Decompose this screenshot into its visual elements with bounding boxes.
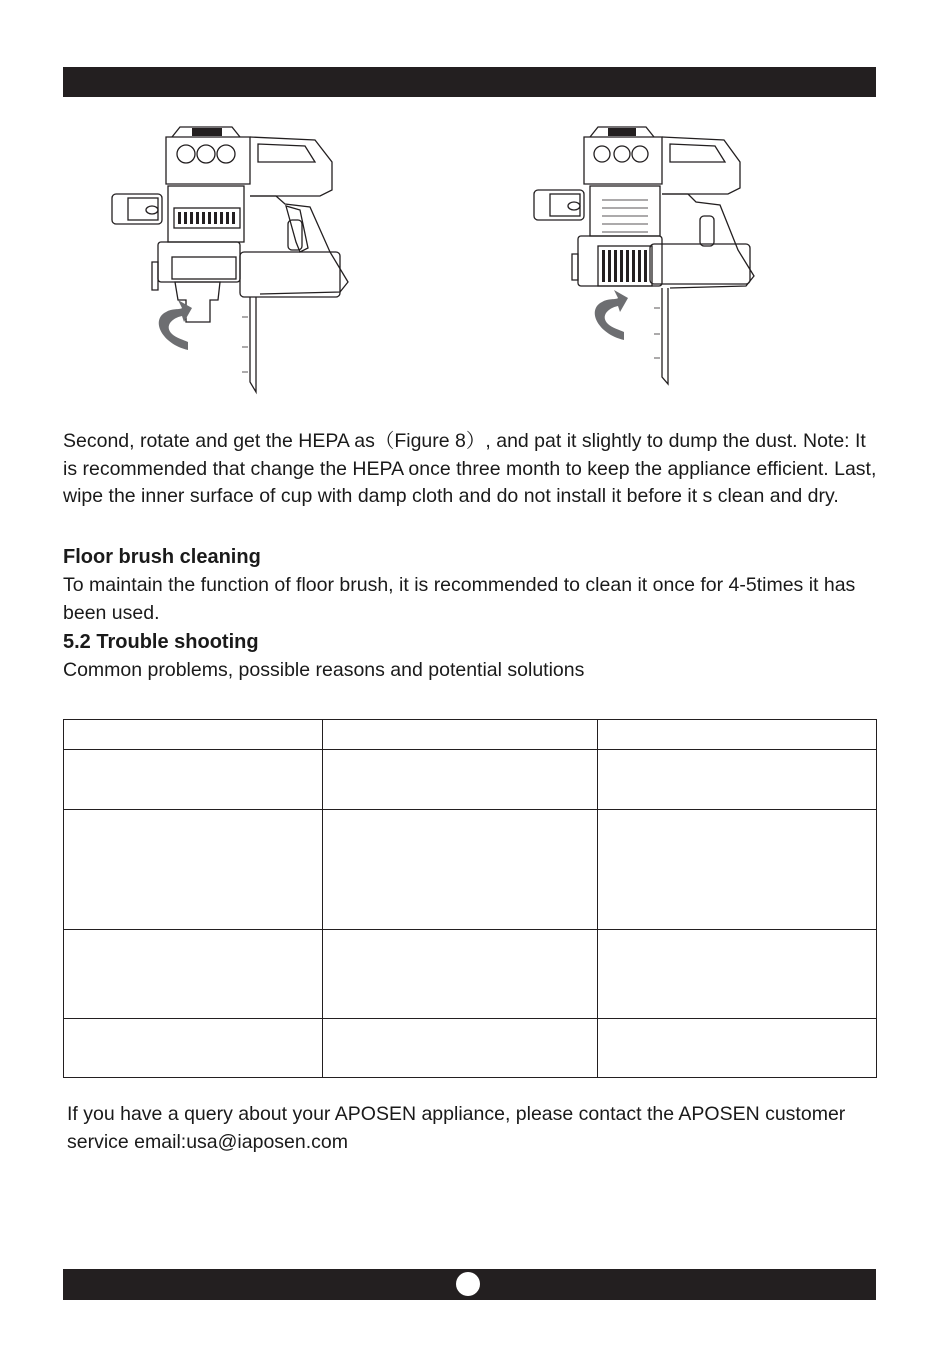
- table-cell: [597, 810, 876, 930]
- table-cell: [597, 720, 876, 750]
- nozzle-right: [534, 190, 584, 220]
- table-row: [64, 810, 877, 930]
- table-cell: [64, 930, 323, 1019]
- cup-left: [152, 186, 244, 322]
- table-cell: [64, 750, 323, 810]
- table-header-row: [64, 720, 877, 750]
- hepa-paragraph: Second, rotate and get the HEPA as（Figure 8）, and pat it slightly to dump the dust. Note: It is recommended that change the HEPA once three month to keep the appliance efficient. Last, wipe the inner surface of cup with damp cloth and do not install it before it s clean and dry.: [63, 430, 877, 507]
- table-cell: [597, 930, 876, 1019]
- nozzle-left: [112, 194, 162, 224]
- vacuum-illustration-left: [100, 122, 360, 397]
- header-bar: [63, 67, 876, 97]
- hepa-instructions: [63, 428, 883, 511]
- floor-brush-section: [63, 543, 883, 627]
- trouble-shooting-section: [63, 628, 883, 685]
- trouble-shooting-table: [63, 719, 877, 1078]
- vacuum-illustration-right: [520, 122, 770, 387]
- table-cell: [323, 720, 597, 750]
- table-cell: [64, 720, 323, 750]
- page-number-dot: [456, 1272, 480, 1296]
- footer-bar: [63, 1269, 876, 1300]
- trouble-shooting-heading: 5.2 Trouble shooting: [63, 631, 259, 653]
- rotate-arrow-icon-left: [159, 300, 192, 350]
- rotate-arrow-icon-right: [595, 290, 628, 340]
- table-cell: [64, 1019, 323, 1078]
- table-row: [64, 1019, 877, 1078]
- hepa-filter-right: [572, 246, 652, 286]
- table-cell: [597, 750, 876, 810]
- table-cell: [64, 810, 323, 930]
- floor-brush-heading: Floor brush cleaning: [63, 546, 261, 568]
- table-row: [64, 750, 877, 810]
- table-cell: [323, 1019, 597, 1078]
- table-row: [64, 930, 877, 1019]
- vacuum-body-left: [166, 127, 348, 392]
- customer-service-contact: If you have a query about your APOSEN appliance, please contact the APOSEN customer service email:usa@iaposen.com: [67, 1103, 846, 1153]
- floor-brush-text: To maintain the function of floor brush, it is recommended to clean it once for 4-5times it has been used.: [63, 574, 856, 624]
- table-cell: [597, 1019, 876, 1078]
- table-cell: [323, 750, 597, 810]
- table-cell: [323, 810, 597, 930]
- trouble-shooting-intro: Common problems, possible reasons and potential solutions: [63, 659, 585, 681]
- table-cell: [323, 930, 597, 1019]
